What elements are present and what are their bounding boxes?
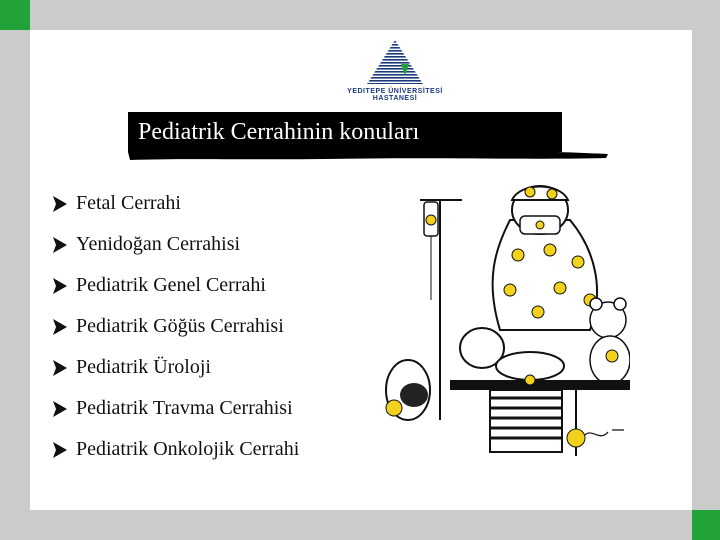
list-item: [50, 434, 299, 475]
list-item-label: Fetal Cerrahi: [76, 192, 181, 214]
list-item: [50, 188, 299, 229]
list-item: [50, 229, 299, 270]
slide-title: Pediatrik Cerrahinin konuları: [128, 112, 562, 152]
pediatric-surgery-cartoon-icon: [380, 180, 630, 460]
arrowhead-bullet-icon: [50, 317, 70, 337]
list-item: [50, 270, 299, 311]
list-item-label: Pediatrik Onkolojik Cerrahi: [76, 438, 300, 460]
arrowhead-bullet-icon: [50, 276, 70, 296]
frame-right: [692, 30, 720, 510]
frame-left: [0, 0, 30, 540]
brush-underline-decoration: [126, 148, 610, 162]
topic-list: [50, 188, 299, 475]
frame-top: [0, 0, 720, 30]
list-item: [50, 393, 299, 434]
arrowhead-bullet-icon: [50, 440, 70, 460]
list-item-label: Pediatrik Göğüs Cerrahisi: [76, 315, 284, 337]
arrowhead-bullet-icon: [50, 194, 70, 214]
list-item-label: Pediatrik Travma Cerrahisi: [76, 397, 293, 419]
frame-bottom: [0, 510, 720, 540]
university-logo: [330, 38, 460, 118]
university-triangle-logo-icon: [365, 38, 425, 86]
arrowhead-bullet-icon: [50, 399, 70, 419]
list-item-label: Yenidoğan Cerrahisi: [76, 233, 241, 255]
list-item-label: Pediatrik Üroloji: [76, 356, 211, 378]
logo-line-1: YEDITEPE ÜNİVERSİTESİ: [347, 88, 443, 95]
list-item: [50, 311, 299, 352]
list-item-label: Pediatrik Genel Cerrahi: [76, 274, 266, 296]
slide-page: [30, 30, 692, 510]
corner-accent-top-left: [0, 0, 30, 30]
corner-accent-bottom-right: [692, 510, 720, 540]
list-item: [50, 352, 299, 393]
arrowhead-bullet-icon: [50, 235, 70, 255]
logo-line-2: HASTANESİ: [372, 95, 418, 102]
arrowhead-bullet-icon: [50, 358, 70, 378]
